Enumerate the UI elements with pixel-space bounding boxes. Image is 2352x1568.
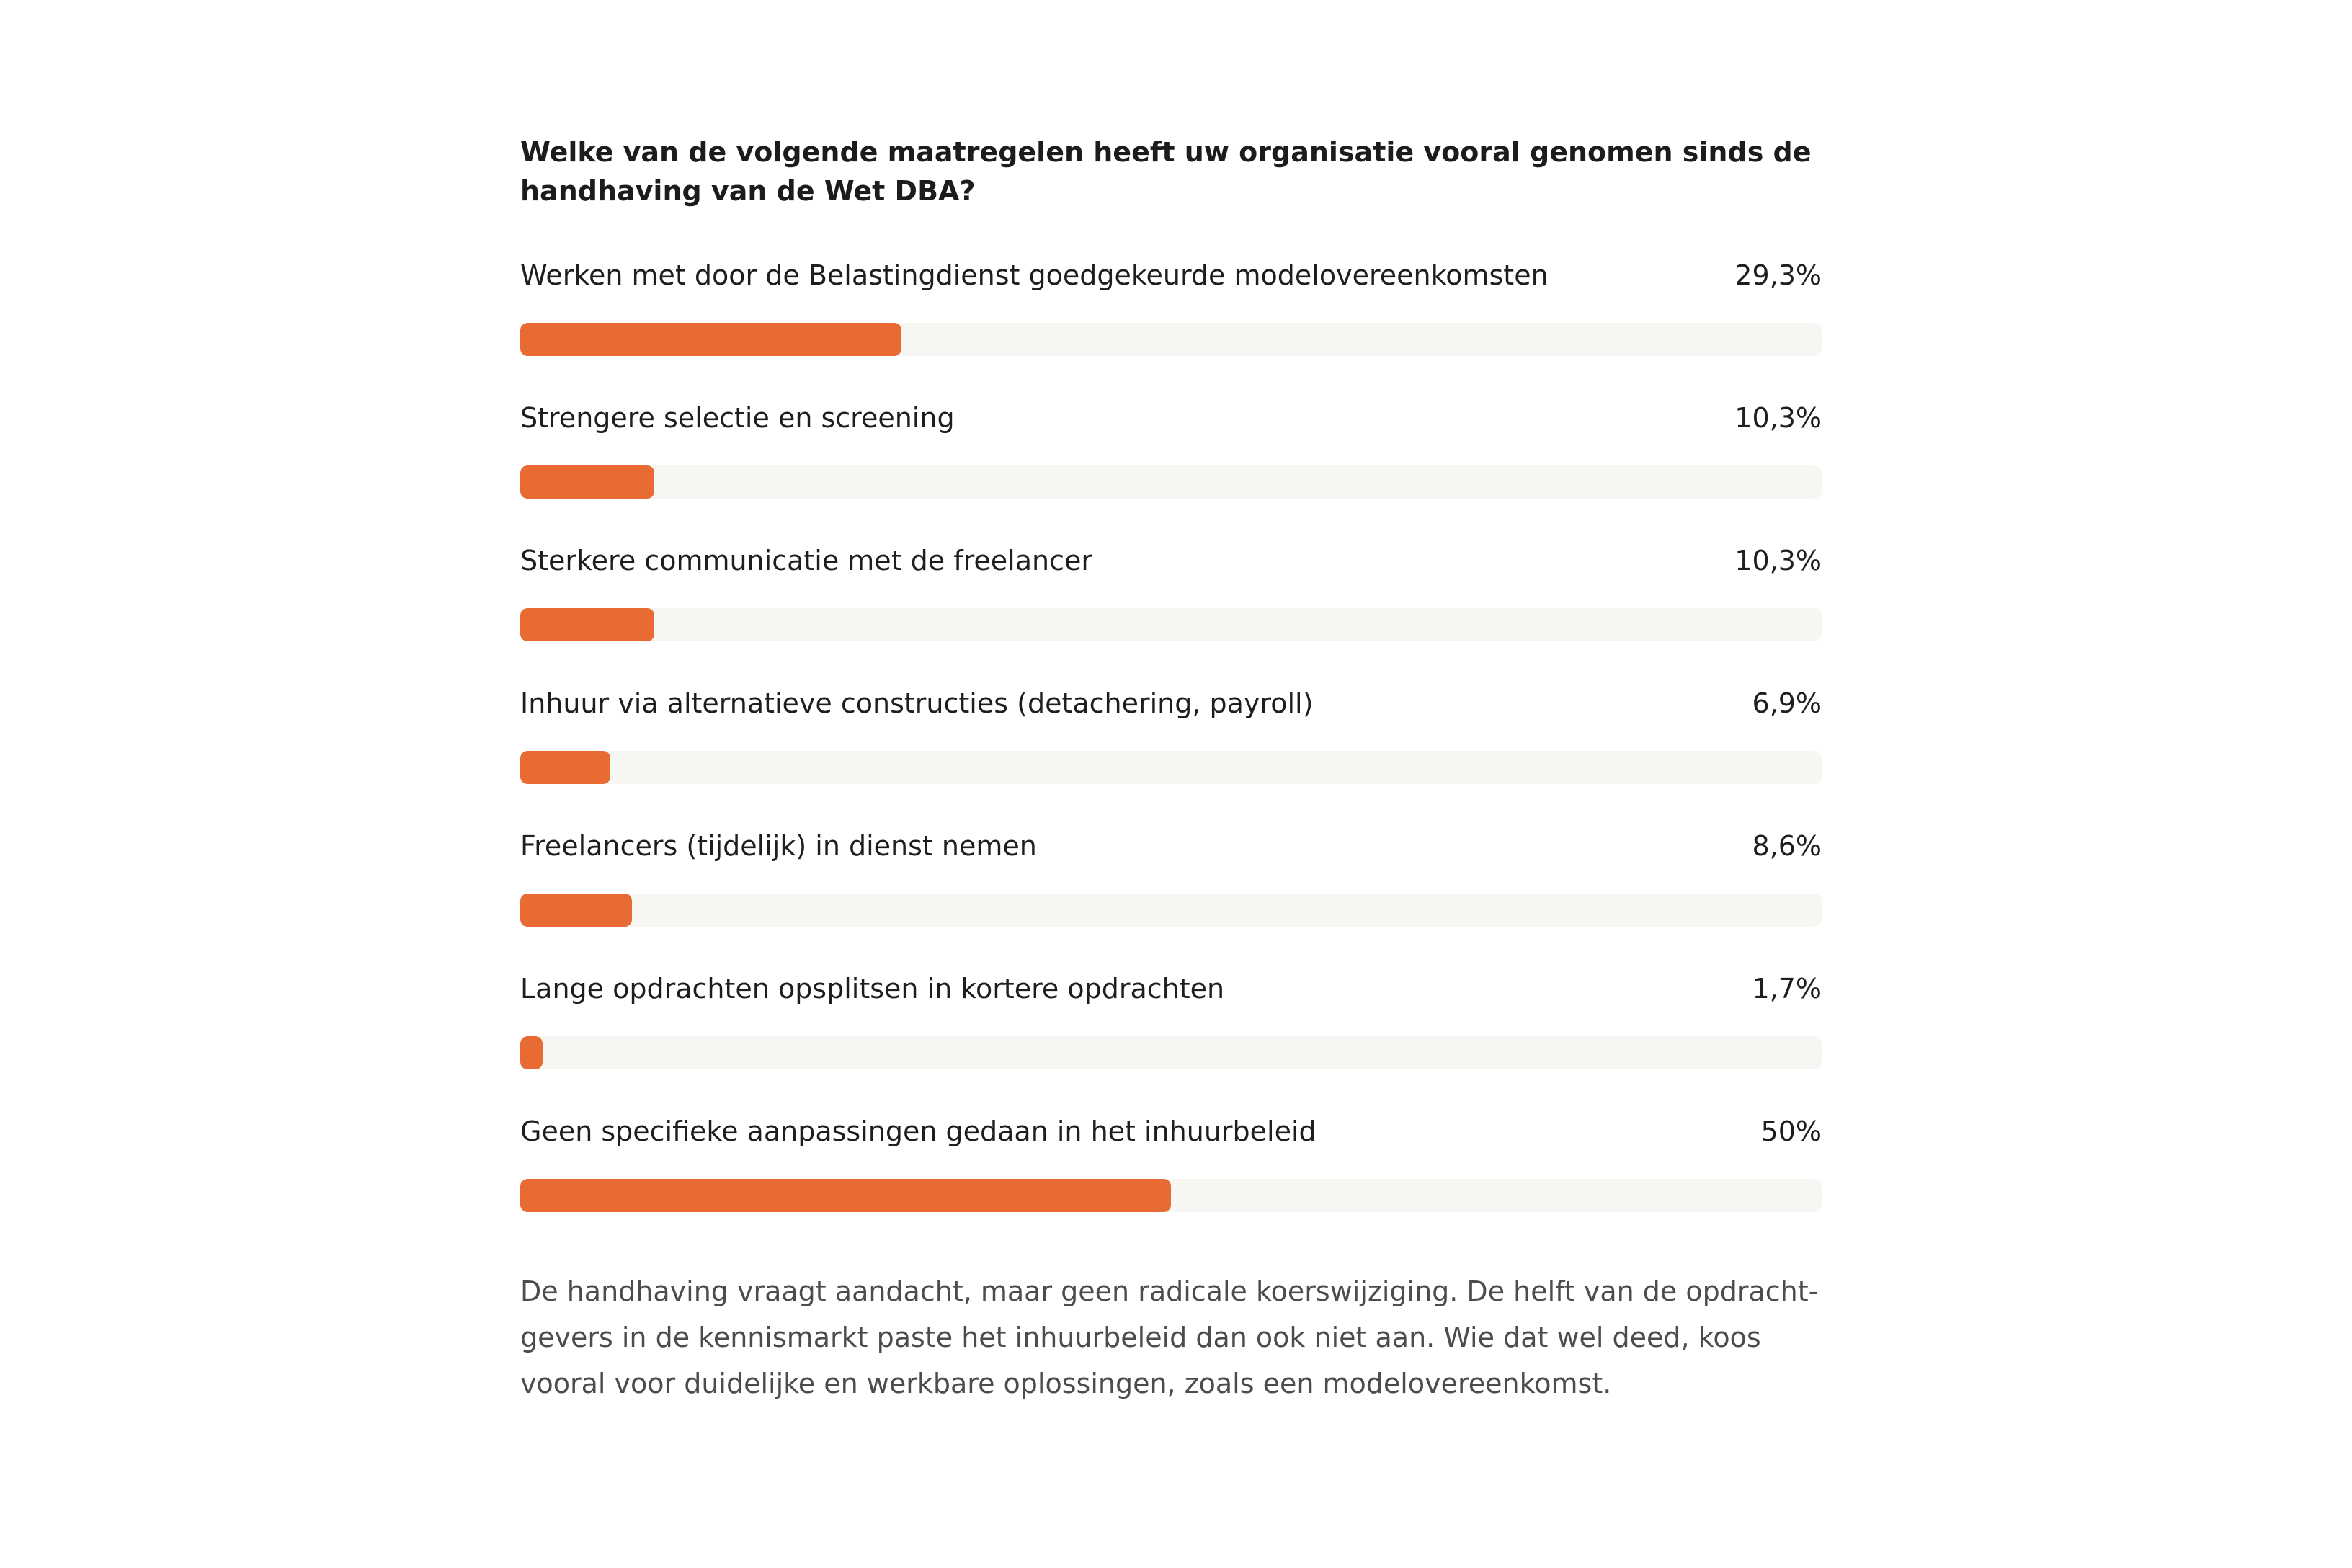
bar-fill xyxy=(520,751,610,784)
bar-track xyxy=(520,608,1822,641)
bar-label: Lange opdrachten opsplitsen in kortere opdrachten xyxy=(520,973,1225,1004)
bar-row xyxy=(520,1110,1822,1252)
bar-row-header xyxy=(520,539,1822,582)
bar-row xyxy=(520,967,1822,1110)
bar-label: Geen specifieke aanpassingen gedaan in het inhuurbeleid xyxy=(520,1115,1317,1147)
bar-row xyxy=(520,396,1822,539)
survey-chart xyxy=(520,133,1822,1407)
bar-track xyxy=(520,1036,1822,1069)
bar-fill xyxy=(520,466,654,499)
bar-fill xyxy=(520,1179,1171,1212)
bar-fill xyxy=(520,1036,543,1069)
bar-fill xyxy=(520,894,632,927)
bar-fill xyxy=(520,323,901,356)
bar-value-label: 29,3% xyxy=(1734,259,1822,291)
bar-label: Freelancers (tijdelijk) in dienst nemen xyxy=(520,830,1037,862)
bar-value-label: 6,9% xyxy=(1752,687,1822,719)
bar-row-header xyxy=(520,396,1822,440)
bar-fill xyxy=(520,608,654,641)
bar-value-label: 8,6% xyxy=(1752,830,1822,862)
bar-track xyxy=(520,894,1822,927)
bar-label: Sterkere communicatie met de freelancer xyxy=(520,545,1092,576)
bar-list xyxy=(520,254,1822,1252)
bar-row xyxy=(520,539,1822,682)
bar-row xyxy=(520,254,1822,396)
bar-label: Inhuur via alternatieve constructies (detachering, payroll) xyxy=(520,687,1314,719)
bar-value-label: 50% xyxy=(1760,1115,1822,1147)
bar-value-label: 1,7% xyxy=(1752,973,1822,1004)
bar-row-header xyxy=(520,824,1822,868)
bar-label: Werken met door de Belastingdienst goedgekeurde modelovereenkomsten xyxy=(520,259,1549,291)
bar-row xyxy=(520,682,1822,824)
bar-label: Strengere selectie en screening xyxy=(520,402,955,434)
bar-row-header xyxy=(520,254,1822,297)
bar-value-label: 10,3% xyxy=(1734,545,1822,576)
bar-track xyxy=(520,323,1822,356)
bar-track xyxy=(520,751,1822,784)
conclusion-text: De handhaving vraagt aandacht, maar geen radicale koerswijziging. De helft van de opdracht- gevers in de kennismarkt paste het inhuurbeleid dan ook niet aan. Wie dat wel deed, koos vooral voor duidelijke en werkbare oplossingen, zoals een modelovereenkomst. xyxy=(520,1275,1819,1399)
chart-question: Welke van de volgende maatregelen heeft uw organisatie vooral genomen sinds de handhaving van de Wet DBA? xyxy=(520,136,1812,207)
bar-track xyxy=(520,466,1822,499)
bar-track xyxy=(520,1179,1822,1212)
bar-row-header xyxy=(520,682,1822,725)
bar-value-label: 10,3% xyxy=(1734,402,1822,434)
bar-row-header xyxy=(520,967,1822,1010)
bar-row-header xyxy=(520,1110,1822,1153)
bar-row xyxy=(520,824,1822,967)
